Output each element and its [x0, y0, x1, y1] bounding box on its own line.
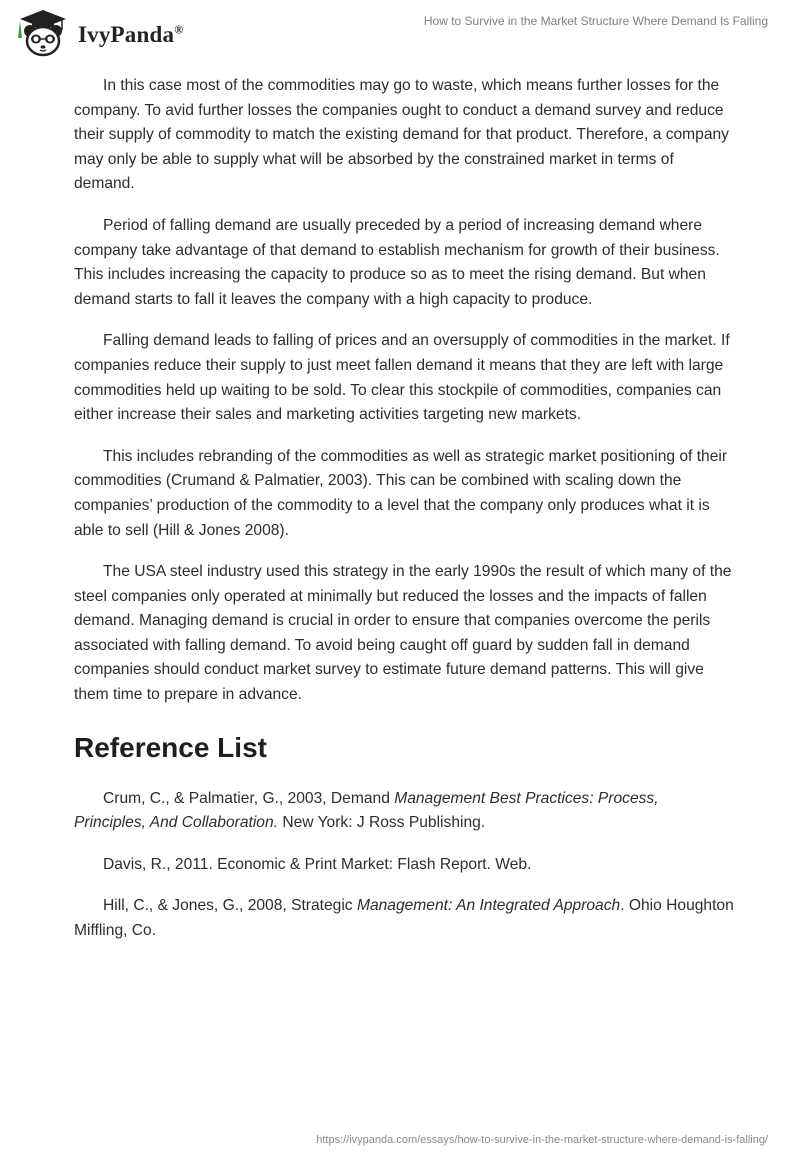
- body-paragraph: Period of falling demand are usually preceded by a period of increasing demand where company take advantage of that demand to establish mechanism for growth of their business. This includes increasing the capacity to produce so as to meet the rising demand. But when demand starts to fall it leaves the company with a high capacity to produce.: [74, 216, 720, 308]
- body-paragraph: Falling demand leads to falling of prices and an oversupply of commodities in the market. If companies reduce their supply to just meet fallen demand it means that they are left with large commodities held up waiting to be sold. To clear this stockpile of commodities, companies can either increase their sales and marketing activities targeting new markets.: [74, 332, 730, 424]
- brand-name: IvyPanda®: [78, 22, 184, 47]
- body-paragraph: This includes rebranding of the commodities as well as strategic market positioning of their commodities (Crumand & Palmatier, 2003). This can be combined with scaling down the companies’ production of the commodity to a level that the company only produces what it is able to sell (Hill & Jones 2008).: [74, 447, 728, 539]
- body-paragraph: In this case most of the commodities may go to waste, which means further losses for the company. To avid further losses the companies ought to conduct a demand survey and reduce their supply of commodity to match the existing demand for that product. Therefore, a company may only be able to supply what will be absorbed by the constrained market in terms of demand.: [74, 77, 729, 193]
- reference-item: Crum, C., & Palmatier, G., 2003, Demand Management Best Practices: Process, Principles, And Collaboration. New York: J Ross Publishing.: [74, 789, 659, 832]
- panda-graduate-icon: [16, 8, 70, 58]
- body-paragraph: The USA steel industry used this strategy in the early 1990s the result of which many of the steel companies only operated at minimally but reduced the losses and the impacts of fallen demand. Managing demand is crucial in order to ensure that companies overcome the perils associated with falling demand. To avoid being caught off guard by sudden fall in demand companies should conduct market survey to estimate future demand patterns. This will give them time to prepare in advance.: [74, 563, 732, 704]
- page-header: [0, 0, 800, 64]
- reference-list-heading: Reference List: [74, 731, 267, 763]
- brand-logo[interactable]: [16, 8, 183, 58]
- source-url[interactable]: https://ivypanda.com/essays/how-to-survive-in-the-market-structure-where-demand-is-falling/: [316, 1134, 768, 1146]
- reference-item: Davis, R., 2011. Economic & Print Market: Flash Report. Web.: [103, 855, 532, 873]
- essay-content: [74, 74, 734, 961]
- reference-item: Hill, C., & Jones, G., 2008, Strategic Management: An Integrated Approach. Ohio Houghton Miffling, Co.: [74, 897, 734, 940]
- document-title: How to Survive in the Market Structure Where Demand Is Falling: [423, 14, 768, 28]
